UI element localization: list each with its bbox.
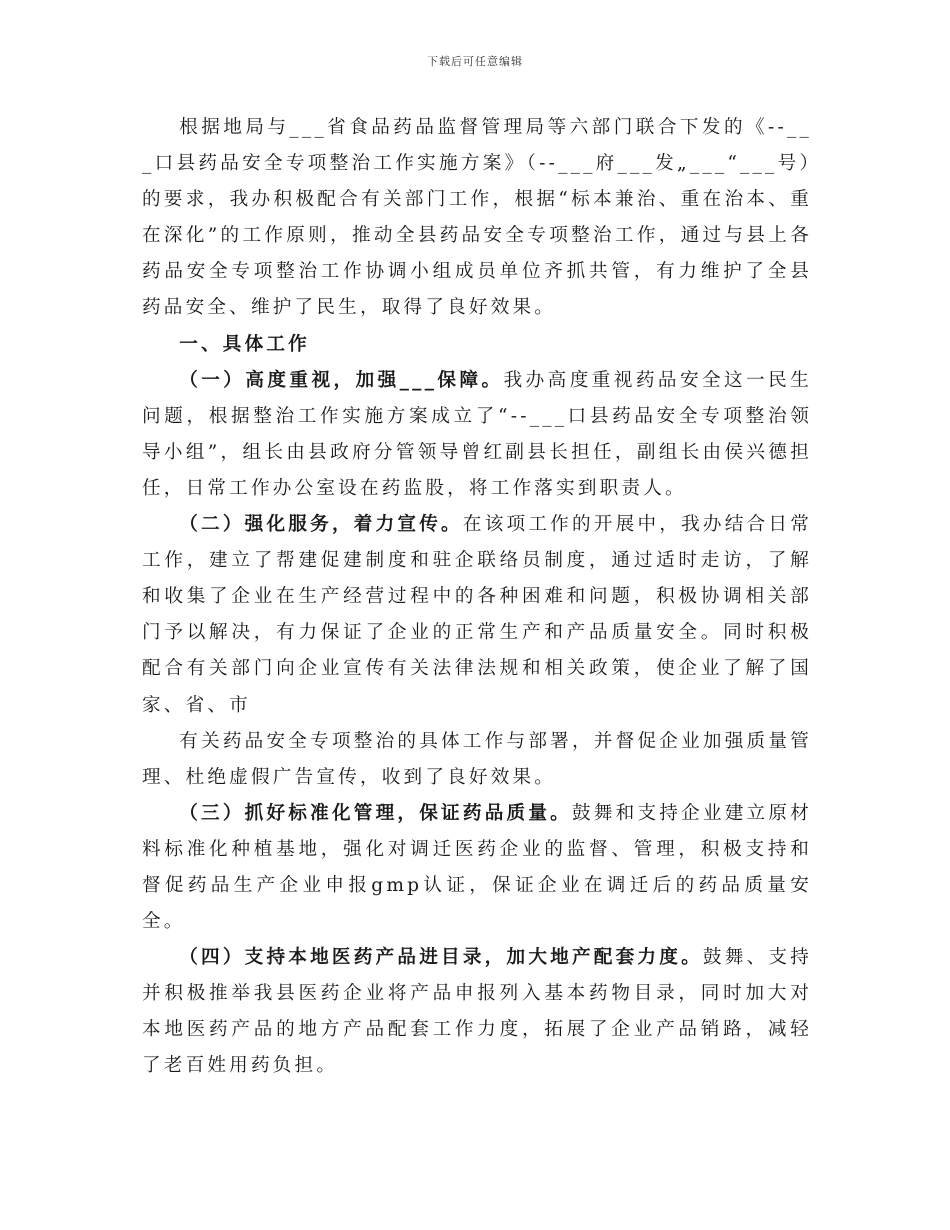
item-1-title: （一）高度重视，加强___保障。: [179, 369, 504, 391]
item-3-title: （三）抓好标准化管理，保证药品质量。: [179, 802, 572, 824]
item-3-body: 鼓舞和支持企业建立原材料标准化种植基地，强化对调迁医药企业的监督、管理，积极支持和督促药品生产企业申报gmp认证，保证企业在调迁后的药品质量安全。: [142, 802, 812, 933]
section-heading: 一、具体工作: [179, 333, 310, 355]
item-1-paragraph: [142, 363, 812, 507]
page-header-note: 下载后可任意编辑: [427, 55, 523, 68]
item-2-body: 在该项工作的开展中，我办结合日常工作，建立了帮建促建制度和驻企联络员制度，通过适时走访，了解和收集了企业在生产经营过程中的各种困难和问题，积极协调相关部门予以解决，有力保证了企业的正常生产和产品质量安全。同时积极配合有关部门向企业宣传有关法律法规和相关政策，使企业了解了国家、省、市: [142, 514, 812, 716]
item-4-title: （四）支持本地医药产品进目录，加大地产配套力度。: [179, 947, 703, 969]
item-3-paragraph: [142, 796, 812, 940]
item-2-title: （二）强化服务，着力宣传。: [179, 514, 463, 536]
item-4-body: 鼓舞、支持并积极推举我县医药企业将产品申报列入基本药物目录，同时加大对本地医药产品的地方产品配套工作力度，拓展了企业产品销路，减轻了老百姓用药负担。: [142, 947, 812, 1077]
item-2-continuation: 有关药品安全专项整治的具体工作与部署，并督促企业加强质量管理、杜绝虚假广告宣传，收到了良好效果。: [142, 730, 812, 788]
intro-paragraph: 根据地局与___省食品药品监督管理局等六部门联合下发的《--__ _口县药品安全专项整治工作实施方案》（--___府___发„___“___号）的要求，我办积极配合有关部门工作，根据“标本兼治、重在治本、重在深化”的工作原则，推动全县药品安全专项整治工作，通过与县上各药品安全专项整治工作协调小组成员单位齐抓共管，有力维护了全县药品安全、维护了民生，取得了良好效果。: [142, 117, 812, 319]
item-1-body: 我办高度重视药品安全这一民生问题，根据整治工作实施方案成立了“--___口县药品安全专项整治领导小组”，组长由县政府分管领导曾红副县长担任，副组长由侯兴德担任，日常工作办公室设在药监股，将工作落实到职责人。: [142, 369, 812, 499]
document-body: [142, 110, 812, 1085]
item-4-paragraph: [142, 940, 812, 1084]
item-2-paragraph: [142, 507, 812, 724]
